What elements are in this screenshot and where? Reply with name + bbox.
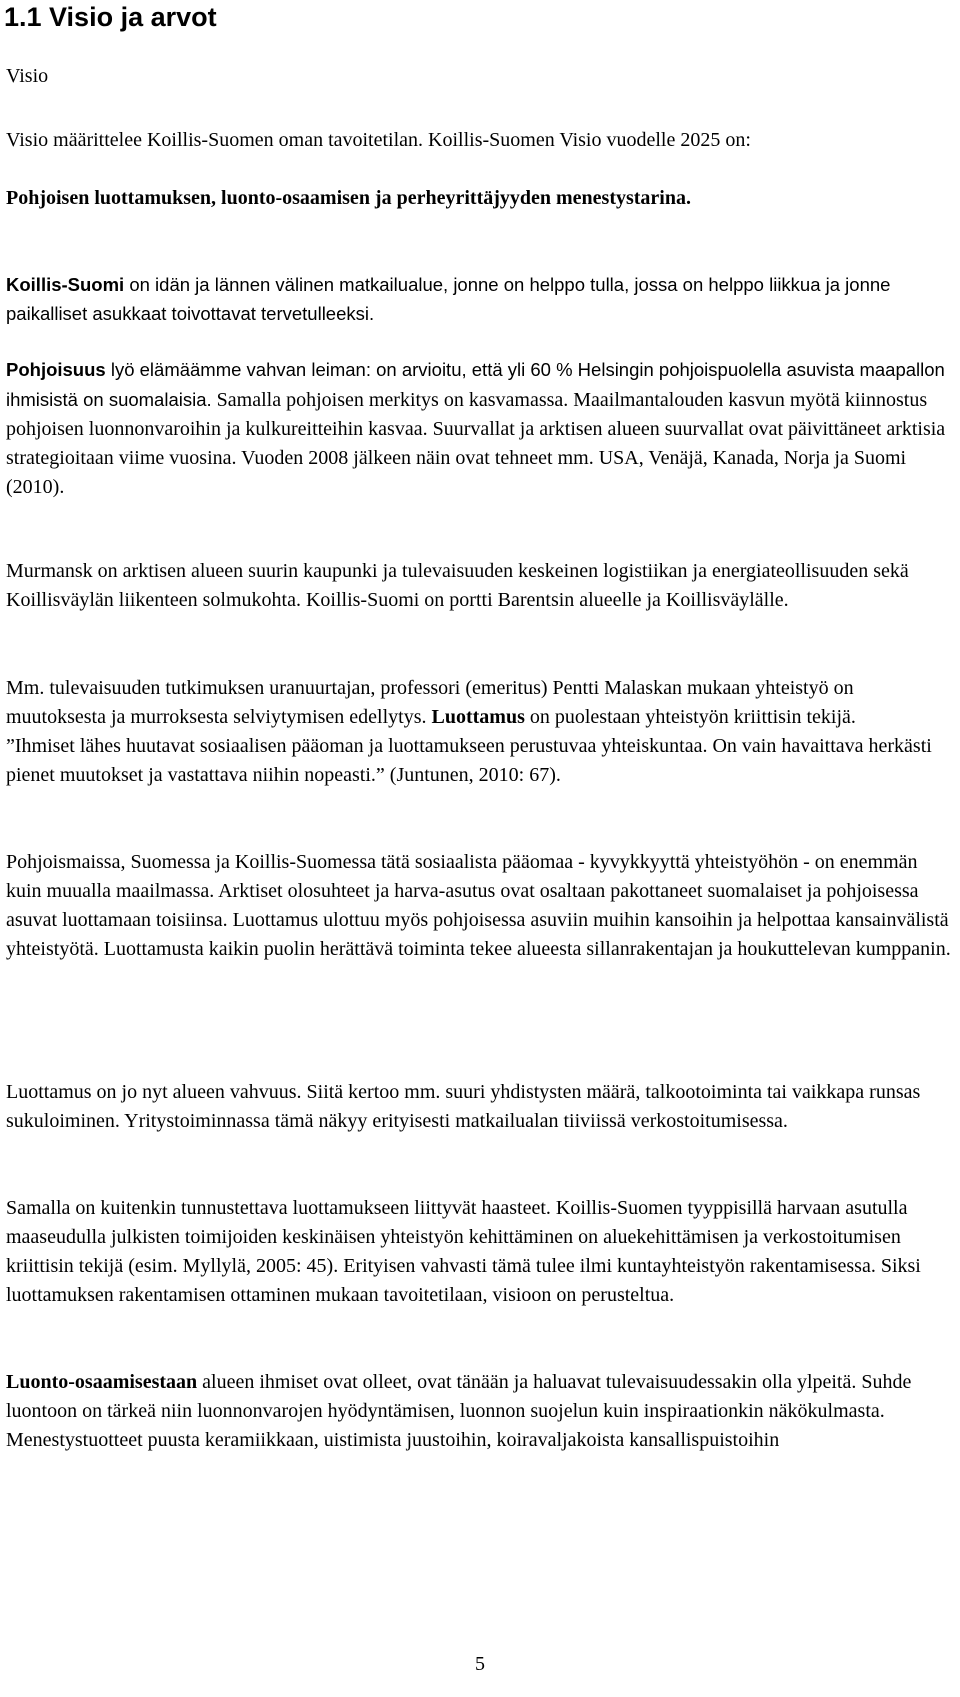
paragraph-text: Mm. tulevaisuuden tutkimuksen uranuurtajan, professori (emeritus) Pentti Malaskan mukaan yhteistyö on muutoksesta ja murroksesta selviytymisen edellytys. [6, 677, 854, 728]
subheading: Visio [6, 65, 49, 87]
bold-term: Luottamus [431, 706, 525, 728]
vision-statement: Pohjoisen luottamuksen, luonto-osaamisen ja perheyrittäjyyden menestystarina. [6, 187, 691, 209]
paragraph-malaska [6, 674, 956, 790]
paragraph-pohjoisuus [6, 355, 956, 502]
bold-term: Koillis-Suomi [6, 274, 125, 295]
intro-paragraph: Visio määrittelee Koillis-Suomen oman tavoitetilan. Koillis-Suomen Visio vuodelle 2025 on: [6, 129, 751, 151]
paragraph-text: on puolestaan yhteistyön kriittisin tekijä. [524, 706, 856, 728]
quote-text: ”Ihmiset lähes huutavat sosiaalisen pääoman ja luottamukseen perustuvaa yhteiskuntaa. On vain havaittava herkästi pienet muutokset ja vastattava niihin nopeasti.” (Juntunen, 2010: 67). [6, 735, 932, 786]
paragraph-text-sans: lyö elämäämme vahvan leiman: on arvioitu, että yli 60 % Helsingin pohjoispuolella asuvista maapallon ihmisistä on suomalaisia. [6, 359, 945, 410]
paragraph-murmansk: Murmansk on arktisen alueen suurin kaupunki ja tulevaisuuden keskeinen logistiikan ja energiateollisuuden sekä Koillisväylän liikenteen solmukohta. Koillis-Suomi on portti Barentsin alueelle ja Koillisväylälle. [6, 560, 909, 611]
bold-term: Pohjoisuus [6, 359, 106, 380]
paragraph-koillis-suomi [6, 270, 956, 328]
paragraph-luonto-osaaminen [6, 1368, 956, 1455]
bold-term: Luonto-osaamisestaan [6, 1371, 198, 1393]
paragraph-haasteet: Samalla on kuitenkin tunnustettava luottamukseen liittyvät haasteet. Koillis-Suomen tyyppisillä harvaan asutulla maaseudulla julkisten toimijoiden keskinäisen yhteistyön kehittäminen on aluekehittämisen ja verkostoitumisen kriittisin tekijä (esim. Myllylä, 2005: 45). Erityisen vahvasti tämä tulee ilmi kuntayhteistyön rakentamisessa. Siksi luottamuksen rakentamisen ottaminen mukaan tavoitetilaan, visioon on perusteltua. [6, 1197, 921, 1306]
paragraph-text-serif: Samalla pohjoisen merkitys on kasvamassa. Maailmantalouden kasvun myötä kiinnostus pohjoisen luonnonvaroihin ja kulkureitteihin kasvaa. Suurvallat ja arktisen alueen suurvallat ovat päivittäneet arktisia strategioitaan viime vuosina. Vuoden 2008 jälkeen näin ovat tehneet mm. USA, Venäjä, Kanada, Norja ja Suomi (2010). [6, 389, 946, 498]
paragraph-pohjoismaissa: Pohjoismaissa, Suomessa ja Koillis-Suomessa tätä sosiaalista pääomaa - kyvykkyyttä yhteistyöhön - on enemmän kuin muualla maailmassa. Arktiset olosuhteet ja harva-asutus ovat osaltaan pakottaneet suomalaiset ja pohjoisessa asuvat luottamaan toisiinsa. Luottamus ulottuu myös pohjoisessa asuviin muihin kansoihin ja helpottaa kansainvälistä yhteistyötä. Luottamusta kaikin puolin herättävä toiminta tekee alueesta sillanrakentajan ja houkuttelevan kumppanin. [6, 851, 951, 960]
page-number: 5 [475, 1653, 485, 1675]
paragraph-vahvuus: Luottamus on jo nyt alueen vahvuus. Siitä kertoo mm. suuri yhdistysten määrä, talkootoiminta tai vaikkapa runsas sukuloiminen. Yritystoiminnassa tämä näkyy erityisesti matkailualan tiiviissä verkostoitumisessa. [6, 1081, 921, 1132]
section-title: 1.1 Visio ja arvot [4, 2, 217, 32]
paragraph-text: on idän ja lännen välinen matkailualue, jonne on helppo tulla, jossa on helppo liikkua ja jonne paikalliset asukkaat toivottavat tervetulleeksi. [6, 274, 891, 324]
paragraph-text: alueen ihmiset ovat olleet, ovat tänään ja haluavat tulevaisuudessakin olla ylpeitä. Suhde luontoon on tärkeä niin luonnonvarojen hyödyntämisen, luonnon suojelun kuin inspiraationkin näkökulmasta. Menestystuotteet puusta keramiikkaan, uistimista juustoihin, koiravaljakoista kansallispuistoihin [6, 1371, 912, 1451]
